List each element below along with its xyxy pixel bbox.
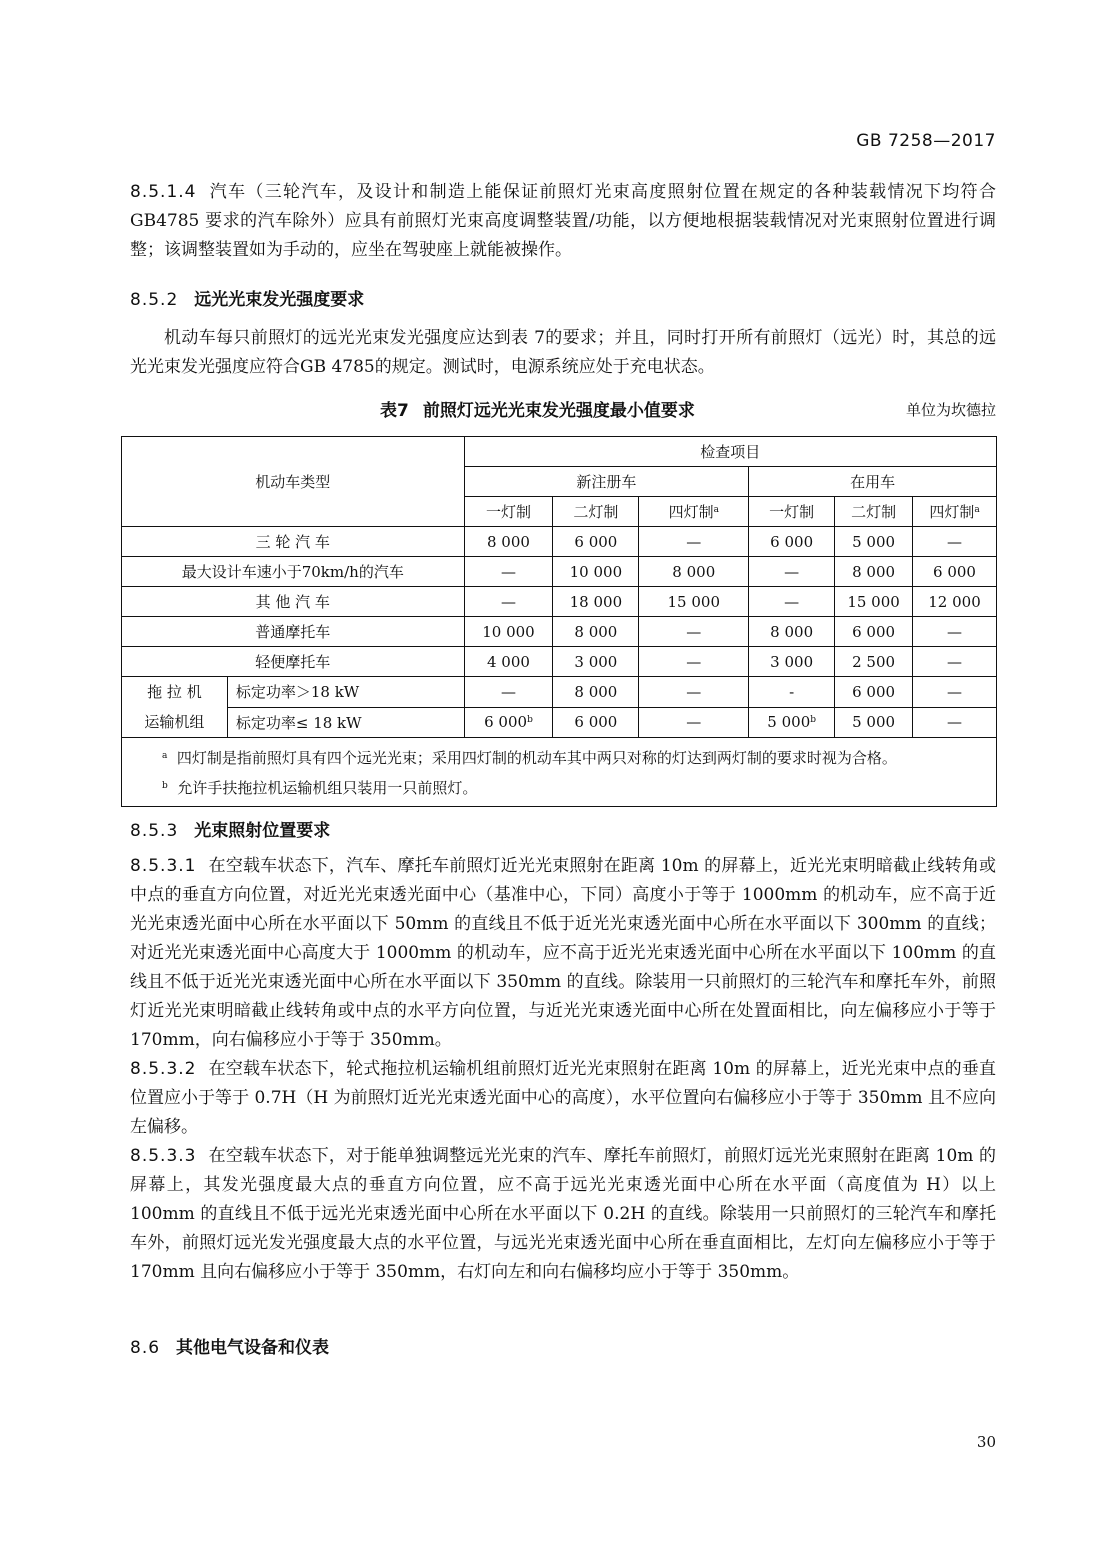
value-cell: — xyxy=(913,707,997,738)
value-cell: 4 000 xyxy=(464,647,553,677)
page-number: 30 xyxy=(976,1433,996,1451)
table-7 xyxy=(121,436,997,807)
value-cell xyxy=(749,707,835,738)
header-four-lamp-label: 四灯制 xyxy=(929,503,975,521)
tractor-label-line-2: 运输机组 xyxy=(144,713,205,731)
vehicle-type-cell: 普通摩托车 xyxy=(122,617,465,647)
heading-8-6 xyxy=(130,1333,329,1358)
clause-8-5-1-4 xyxy=(130,178,996,265)
value-cell: 6 000 xyxy=(913,557,997,587)
value-cell: 8 000 xyxy=(749,617,835,647)
table-row xyxy=(122,677,997,708)
value-cell: — xyxy=(464,677,553,708)
value-cell: — xyxy=(639,647,749,677)
vehicle-type-cell: 轻便摩托车 xyxy=(122,647,465,677)
table-number: 表7 xyxy=(380,401,409,421)
value-cell: — xyxy=(639,617,749,647)
table-row xyxy=(122,707,997,738)
heading-8-5-2 xyxy=(130,285,364,310)
value-cell: 3 000 xyxy=(749,647,835,677)
table-unit: 单位为坎德拉 xyxy=(905,401,996,419)
footnote-text: 允许手扶拖拉机运输机组只装用一只前照灯。 xyxy=(177,779,478,797)
value-cell: — xyxy=(749,587,835,617)
value-cell: — xyxy=(464,587,553,617)
value-cell: — xyxy=(913,527,997,557)
clause-8-5-3-2 xyxy=(130,1055,996,1142)
value-cell: 6 000 xyxy=(749,527,835,557)
value-cell: - xyxy=(749,677,835,708)
value-cell: — xyxy=(639,527,749,557)
value-cell: 8 000 xyxy=(553,617,639,647)
value-cell: 2 500 xyxy=(835,647,913,677)
header-vehicle-type: 机动车类型 xyxy=(122,437,465,527)
value-cell: 5 000 xyxy=(835,527,913,557)
value-cell: — xyxy=(639,677,749,708)
header-new-registration: 新注册车 xyxy=(464,467,749,497)
header-two-lamp-new: 二灯制 xyxy=(553,497,639,527)
table-title: 前照灯远光光束发光强度最小值要求 xyxy=(422,401,695,421)
value-cell: — xyxy=(913,677,997,708)
value-cell: 5 000 xyxy=(835,707,913,738)
header-in-use: 在用车 xyxy=(749,467,997,497)
header-one-lamp-new: 一灯制 xyxy=(464,497,553,527)
heading-8-5-3 xyxy=(130,816,330,841)
value-text: 6 000 xyxy=(484,713,528,732)
table-row xyxy=(122,647,997,677)
footnote-a xyxy=(162,742,996,772)
footnote-mark: b xyxy=(162,781,168,791)
value-cell: 10 000 xyxy=(553,557,639,587)
value-cell: — xyxy=(913,617,997,647)
clause-8-5-3-1 xyxy=(130,852,996,1055)
heading-title: 光束照射位置要求 xyxy=(194,821,331,841)
table-row xyxy=(122,617,997,647)
value-cell: 6 000 xyxy=(553,527,639,557)
heading-title: 其他电气设备和仪表 xyxy=(176,1338,330,1358)
value-cell: 6 000 xyxy=(835,617,913,647)
heading-number: 8.5.3 xyxy=(130,821,179,841)
tractor-label-line-1: 拖 拉 机 xyxy=(147,683,202,701)
heading-title: 远光光束发光强度要求 xyxy=(194,290,365,310)
clause-number: 8.5.3.3 xyxy=(130,1146,197,1166)
clause-8-5-3-3 xyxy=(130,1142,996,1287)
value-cell: 8 000 xyxy=(464,527,553,557)
value-cell: 8 000 xyxy=(553,677,639,708)
table-notes-row xyxy=(122,738,997,807)
footnote-text: 四灯制是指前照灯具有四个远光光束；采用四灯制的机动车其中两只对称的灯达到两灯制的要求时视为合格。 xyxy=(176,749,897,767)
header-check-items: 检查项目 xyxy=(464,437,996,467)
value-cell: 10 000 xyxy=(464,617,553,647)
value-cell: 6 000 xyxy=(553,707,639,738)
value-text: 5 000 xyxy=(767,713,811,732)
heading-number: 8.5.2 xyxy=(130,290,179,310)
standard-code: GB 7258—2017 xyxy=(856,131,996,151)
power-rating-cell: 标定功率≤ 18 kW xyxy=(227,707,464,738)
value-cell: 6 000 xyxy=(835,677,913,708)
clause-text: 在空载车状态下，对于能单独调整远光光束的汽车、摩托车前照灯，前照灯远光光束照射在距离 10m 的屏幕上，其发光强度最大点的垂直方向位置，应不高于远光光束透光面中心所在水平面（高度值为 H）以上 100mm 的直线且不低于远光光束透光面中心所在水平面以下 0.2H 的直线。除装用一只前照灯的三轮汽车和摩托车外，前照灯远光发光强度最大点的水平位置，与远光光束透光面中心所在垂直面相比，左灯向左偏移应小于等于 170mm 且向右偏移应小于等于 350mm，右灯向左和向右偏移均应小于等于 350mm。 xyxy=(130,1146,996,1282)
clause-text: 在空载车状态下，轮式拖拉机运输机组前照灯近光光束照射在距离 10m 的屏幕上，近光光束中点的垂直位置应小于等于 0.7H（H 为前照灯近光光束透光面中心的高度），水平位置向右偏移应小于等于 350mm 且不应向左偏移。 xyxy=(130,1059,996,1137)
table-row xyxy=(122,527,997,557)
value-cell: 15 000 xyxy=(835,587,913,617)
clause-number: 8.5.3.1 xyxy=(130,856,197,876)
clause-text: 在空载车状态下，汽车、摩托车前照灯近光光束照射在距离 10m 的屏幕上，近光光束明暗截止线转角或中点的垂直方向位置，对近光光束透光面中心（基准中心，下同）高度小于等于 1000mm 的机动车，应不高于近光光束透光面中心所在水平面以下 50mm 的直线且不低于近光光束透光面中心所在水平面以下 300mm 的直线；对近光光束透光面中心高度大于 1000mm 的机动车，应不高于近光光束透光面中心所在水平面以下 100mm 的直线且不低于近光光束透光面中心所在水平面以下 350mm 的直线。除装用一只前照灯的三轮汽车和摩托车外，前照灯近光光束明暗截止线转角或中点的水平方向位置，与近光光束透光面中心所在处置面相比，向左偏移应小于等于 170mm，向右偏移应小于等于 350mm。 xyxy=(130,856,996,1050)
footnote-mark-a: a xyxy=(974,505,980,515)
value-cell: — xyxy=(749,557,835,587)
clause-number: 8.5.3.2 xyxy=(130,1059,197,1079)
header-four-lamp-label: 四灯制 xyxy=(668,503,714,521)
vehicle-type-cell: 三 轮 汽 车 xyxy=(122,527,465,557)
table-footnotes xyxy=(122,738,997,807)
tractor-group-cell xyxy=(122,677,228,738)
header-two-lamp-used: 二灯制 xyxy=(835,497,913,527)
footnote-mark: a xyxy=(162,751,168,761)
heading-number: 8.6 xyxy=(130,1338,161,1358)
clause-number: 8.5.1.4 xyxy=(130,182,197,202)
value-cell: 8 000 xyxy=(639,557,749,587)
footnote-mark-b: b xyxy=(527,715,533,726)
value-cell: 15 000 xyxy=(639,587,749,617)
table-row xyxy=(122,557,997,587)
value-cell: 18 000 xyxy=(553,587,639,617)
value-cell: — xyxy=(639,707,749,738)
table-row xyxy=(122,587,997,617)
vehicle-type-cell: 最大设计车速小于70km/h的汽车 xyxy=(122,557,465,587)
footnote-b xyxy=(162,772,996,802)
vehicle-type-cell: 其 他 汽 车 xyxy=(122,587,465,617)
value-cell: 8 000 xyxy=(835,557,913,587)
paragraph-8-5-2: 机动车每只前照灯的远光光束发光强度应达到表 7的要求；并且，同时打开所有前照灯（远光）时，其总的远光光束发光强度应符合GB 4785的规定。测试时，电源系统应处于充电状态。 xyxy=(130,328,996,377)
value-cell: — xyxy=(464,557,553,587)
table-caption xyxy=(380,396,780,421)
clause-text: 汽车（三轮汽车，及设计和制造上能保证前照灯光束高度照射位置在规定的各种装载情况下均符合 GB4785 要求的汽车除外）应具有前照灯光束高度调整装置/功能，以方便地根据装载情况对光束照射位置进行调整；该调整装置如为手动的，应坐在驾驶座上就能被操作。 xyxy=(130,182,996,260)
footnote-mark-a: a xyxy=(713,505,719,515)
header-four-lamp-new xyxy=(639,497,749,527)
value-cell xyxy=(464,707,553,738)
header-one-lamp-used: 一灯制 xyxy=(749,497,835,527)
value-cell: 3 000 xyxy=(553,647,639,677)
header-four-lamp-used xyxy=(913,497,997,527)
value-cell: 12 000 xyxy=(913,587,997,617)
value-cell: — xyxy=(913,647,997,677)
footnote-mark-b: b xyxy=(810,715,817,726)
power-rating-cell: 标定功率＞18 kW xyxy=(227,677,464,708)
